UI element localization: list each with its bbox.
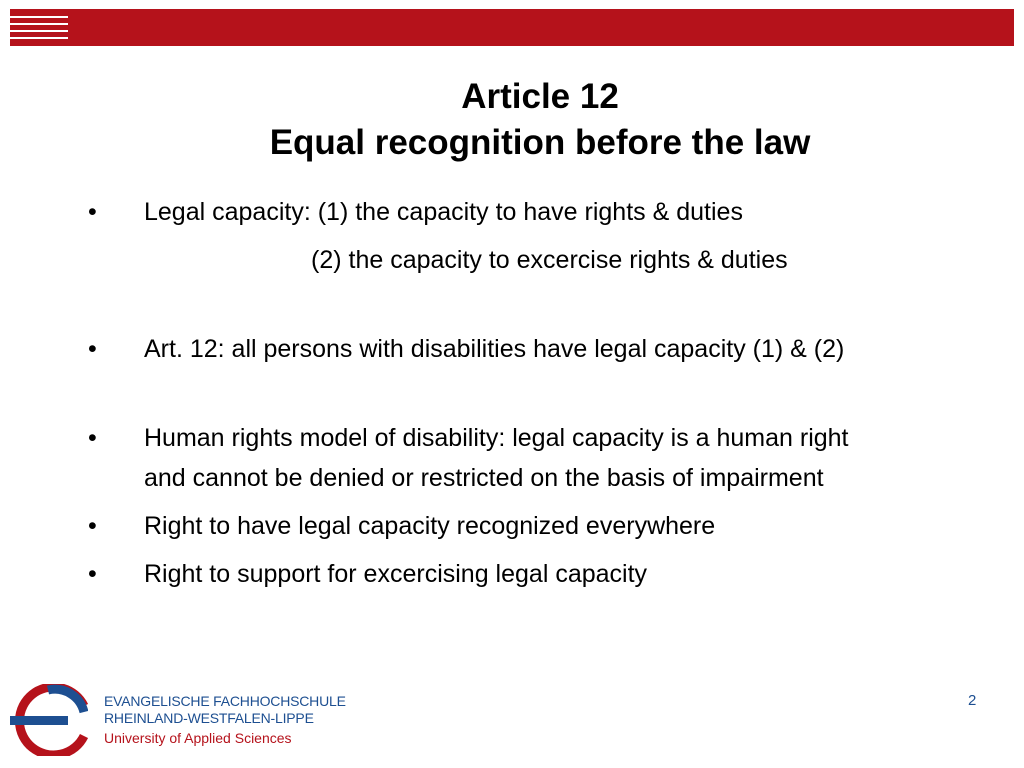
institution-line-1: EVANGELISCHE FACHHOCHSCHULE xyxy=(104,693,346,709)
bullet-text: Legal capacity: (1) the capacity to have rights & duties xyxy=(144,198,743,226)
bullet-marker: • xyxy=(88,560,97,588)
bullet-text: Right to support for excercising legal capacity xyxy=(144,560,648,588)
bullet-text-continuation: and cannot be denied or restricted on the basis of impairment xyxy=(144,464,824,492)
bullet-marker: • xyxy=(88,424,97,452)
bullet-text: Right to have legal capacity recognized everywhere xyxy=(144,512,716,540)
institution-line-3: University of Applied Sciences xyxy=(104,730,292,746)
bullet-text: Art. 12: all persons with disabilities have legal capacity (1) & (2) xyxy=(144,335,845,363)
e-circle-logo-icon xyxy=(8,684,88,756)
institution-line-2: RHEINLAND-WESTFALEN-LIPPE xyxy=(104,710,314,726)
title-line-2: Equal recognition before the law xyxy=(269,123,811,162)
bullet-text: Human rights model of disability: legal capacity is a human right xyxy=(144,424,849,452)
bullet-marker: • xyxy=(88,335,97,363)
page-number: 2 xyxy=(968,692,977,709)
bullet-marker: • xyxy=(88,512,97,540)
institution-name xyxy=(104,693,346,747)
title-line-1: Article 12 xyxy=(461,77,619,116)
bullet-marker: • xyxy=(88,198,97,226)
bullet-text-continuation: (2) the capacity to excercise rights & duties xyxy=(311,246,788,274)
